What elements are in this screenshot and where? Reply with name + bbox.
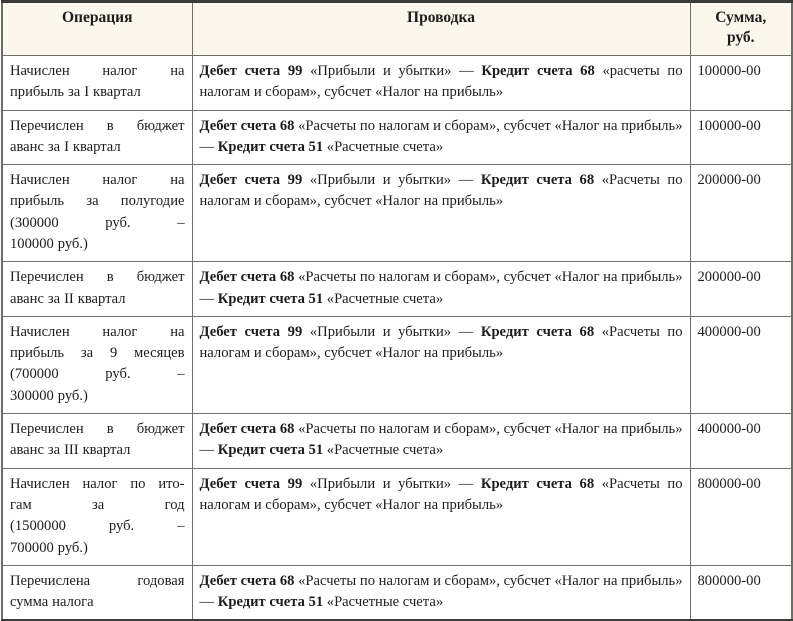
cell-operation — [2, 110, 192, 165]
entry-account-label: Дебет счета 99 — [199, 475, 303, 492]
cell-operation-line: аванс за III квартал — [10, 442, 131, 459]
cell-amount: 400000-00 — [690, 316, 792, 413]
cell-operation-line: Перечислен в бюджет — [10, 117, 185, 134]
cell-operation-line: 100000 руб.) — [10, 235, 88, 252]
entry-text: «Расчетные счета» — [323, 442, 444, 459]
cell-amount: 100000-00 — [690, 55, 792, 110]
cell-operation — [2, 316, 192, 413]
entry-text: «Прибыли и убытки» — — [302, 62, 482, 79]
cell-operation-line: аванс за I квартал — [10, 138, 121, 155]
entry-account-label: Кредит счета 68 — [480, 475, 595, 492]
entry-account-label: Кредит счета 68 — [480, 172, 595, 189]
accounting-entries-table — [1, 0, 793, 621]
column-header-amount-label-line2: руб. — [726, 29, 755, 47]
entry-text: «Прибыли и убытки» — — [302, 323, 481, 340]
column-header-operation — [2, 2, 192, 56]
cell-operation-line: Начислен налог на — [10, 62, 185, 79]
entry-account-label: Дебет счета 68 — [199, 117, 295, 134]
cell-amount: 200000-00 — [690, 262, 792, 317]
table-row — [2, 414, 792, 469]
ledger-table-container — [1, 0, 792, 621]
cell-entry — [192, 468, 690, 565]
table-row — [2, 262, 792, 317]
entry-text: «Расчетные счета» — [323, 290, 444, 307]
cell-operation-line: Перечислена годовая — [10, 572, 185, 589]
cell-operation-line: прибыль за полугодие — [10, 193, 185, 210]
cell-operation-line: сумма налога — [10, 594, 94, 611]
column-header-entry — [192, 2, 690, 56]
cell-entry — [192, 262, 690, 317]
table-row — [2, 468, 792, 565]
cell-operation — [2, 414, 192, 469]
table-header — [2, 2, 792, 56]
entry-account-label: Дебет счета 68 — [199, 269, 295, 286]
table-row — [2, 165, 792, 262]
entry-account-label: Кредит счета 51 — [217, 138, 324, 155]
entry-account-label: Дебет счета 99 — [199, 172, 303, 189]
entry-text: «Прибыли и убытки» — — [302, 172, 481, 189]
entry-account-label: Кредит счета 68 — [481, 62, 595, 79]
cell-amount: 800000-00 — [697, 572, 761, 589]
cell-operation-line: Перечислен в бюджет — [10, 421, 185, 438]
cell-operation-line: Начислен налог по ито- — [10, 475, 185, 492]
cell-amount: 200000-00 — [690, 165, 792, 262]
entry-text: «Расчеты по налогам и сборам», субсчет «Налог на прибыль» — — [199, 117, 683, 155]
cell-operation — [2, 165, 192, 262]
cell-operation-line: прибыль за 9 месяцев — [10, 345, 185, 362]
entry-text: «Расчетные счета» — [323, 594, 444, 611]
cell-entry — [192, 316, 690, 413]
cell-operation — [2, 262, 192, 317]
column-header-amount-label-line1: Сумма, — [715, 9, 767, 26]
cell-entry — [192, 55, 690, 110]
entry-text: «Расчеты по налогам и сборам», субсчет «Налог на прибыль» — — [199, 572, 683, 611]
cell-amount: 800000-00 — [690, 468, 792, 565]
table-header-row — [2, 2, 792, 56]
cell-operation-line: Начислен налог на — [10, 172, 185, 189]
table-row — [2, 316, 792, 413]
table-row — [2, 110, 792, 165]
cell-operation-line: (700000 руб. – — [10, 366, 185, 383]
cell-operation — [2, 565, 192, 620]
cell-amount: 100000-00 — [690, 110, 792, 165]
cell-operation-line: 300000 руб.) — [10, 387, 88, 404]
cell-operation-line: гам за год — [10, 496, 185, 513]
entry-account-label: Дебет счета 99 — [199, 62, 303, 79]
cell-entry — [192, 565, 690, 620]
cell-operation-line: (300000 руб. – — [10, 214, 185, 231]
column-header-amount — [690, 2, 792, 56]
cell-entry — [192, 165, 690, 262]
entry-text: «Прибыли и убытки» — — [302, 475, 481, 492]
entry-text: «Расчеты по налогам и сборам», субсчет «Налог на прибыль» — [199, 323, 683, 362]
cell-entry — [192, 414, 690, 469]
entry-text: «Расчеты по налогам и сборам», субсчет «Налог на прибыль» — [199, 172, 683, 210]
cell-operation-line: прибыль за I квартал — [10, 84, 141, 101]
cell-entry — [192, 110, 690, 165]
entry-account-label: Дебет счета 68 — [199, 572, 295, 589]
entry-account-label: Кредит счета 68 — [480, 323, 595, 340]
column-header-operation-label: Операция — [62, 9, 133, 26]
cell-operation-line: аванс за II квартал — [10, 290, 126, 307]
entry-text: «Расчеты по налогам и сборам», субсчет «Налог на прибыль» — — [199, 421, 683, 459]
cell-operation-line: Перечислен в бюджет — [10, 269, 185, 286]
cell-amount: 400000-00 — [690, 414, 792, 469]
cell-operation-line: 700000 руб.) — [10, 539, 88, 556]
column-header-entry-label: Проводка — [407, 9, 475, 26]
entry-account-label: Кредит счета 51 — [217, 442, 324, 459]
table-body — [2, 55, 792, 620]
table-row — [2, 55, 792, 110]
cell-operation-line: (1500000 руб. – — [10, 518, 185, 535]
cell-operation-line: Начислен налог на — [10, 323, 185, 340]
entry-text: «Расчеты по налогам и сборам», субсчет «Налог на прибыль» — — [199, 269, 683, 307]
cell-operation — [2, 55, 192, 110]
entry-text: «Расчетные счета» — [323, 138, 444, 155]
entry-text: «Расчеты по налогам и сборам», субсчет «Налог на прибыль» — [199, 475, 683, 513]
table-row — [2, 565, 792, 620]
entry-account-label: Кредит счета 51 — [217, 594, 324, 611]
entry-account-label: Кредит счета 51 — [217, 290, 324, 307]
cell-operation — [2, 468, 192, 565]
entry-text: «расчеты по налогам и сборам», субсчет «Налог на прибыль» — [199, 62, 683, 101]
entry-account-label: Дебет счета 68 — [199, 421, 295, 438]
entry-account-label: Дебет счета 99 — [199, 323, 303, 340]
